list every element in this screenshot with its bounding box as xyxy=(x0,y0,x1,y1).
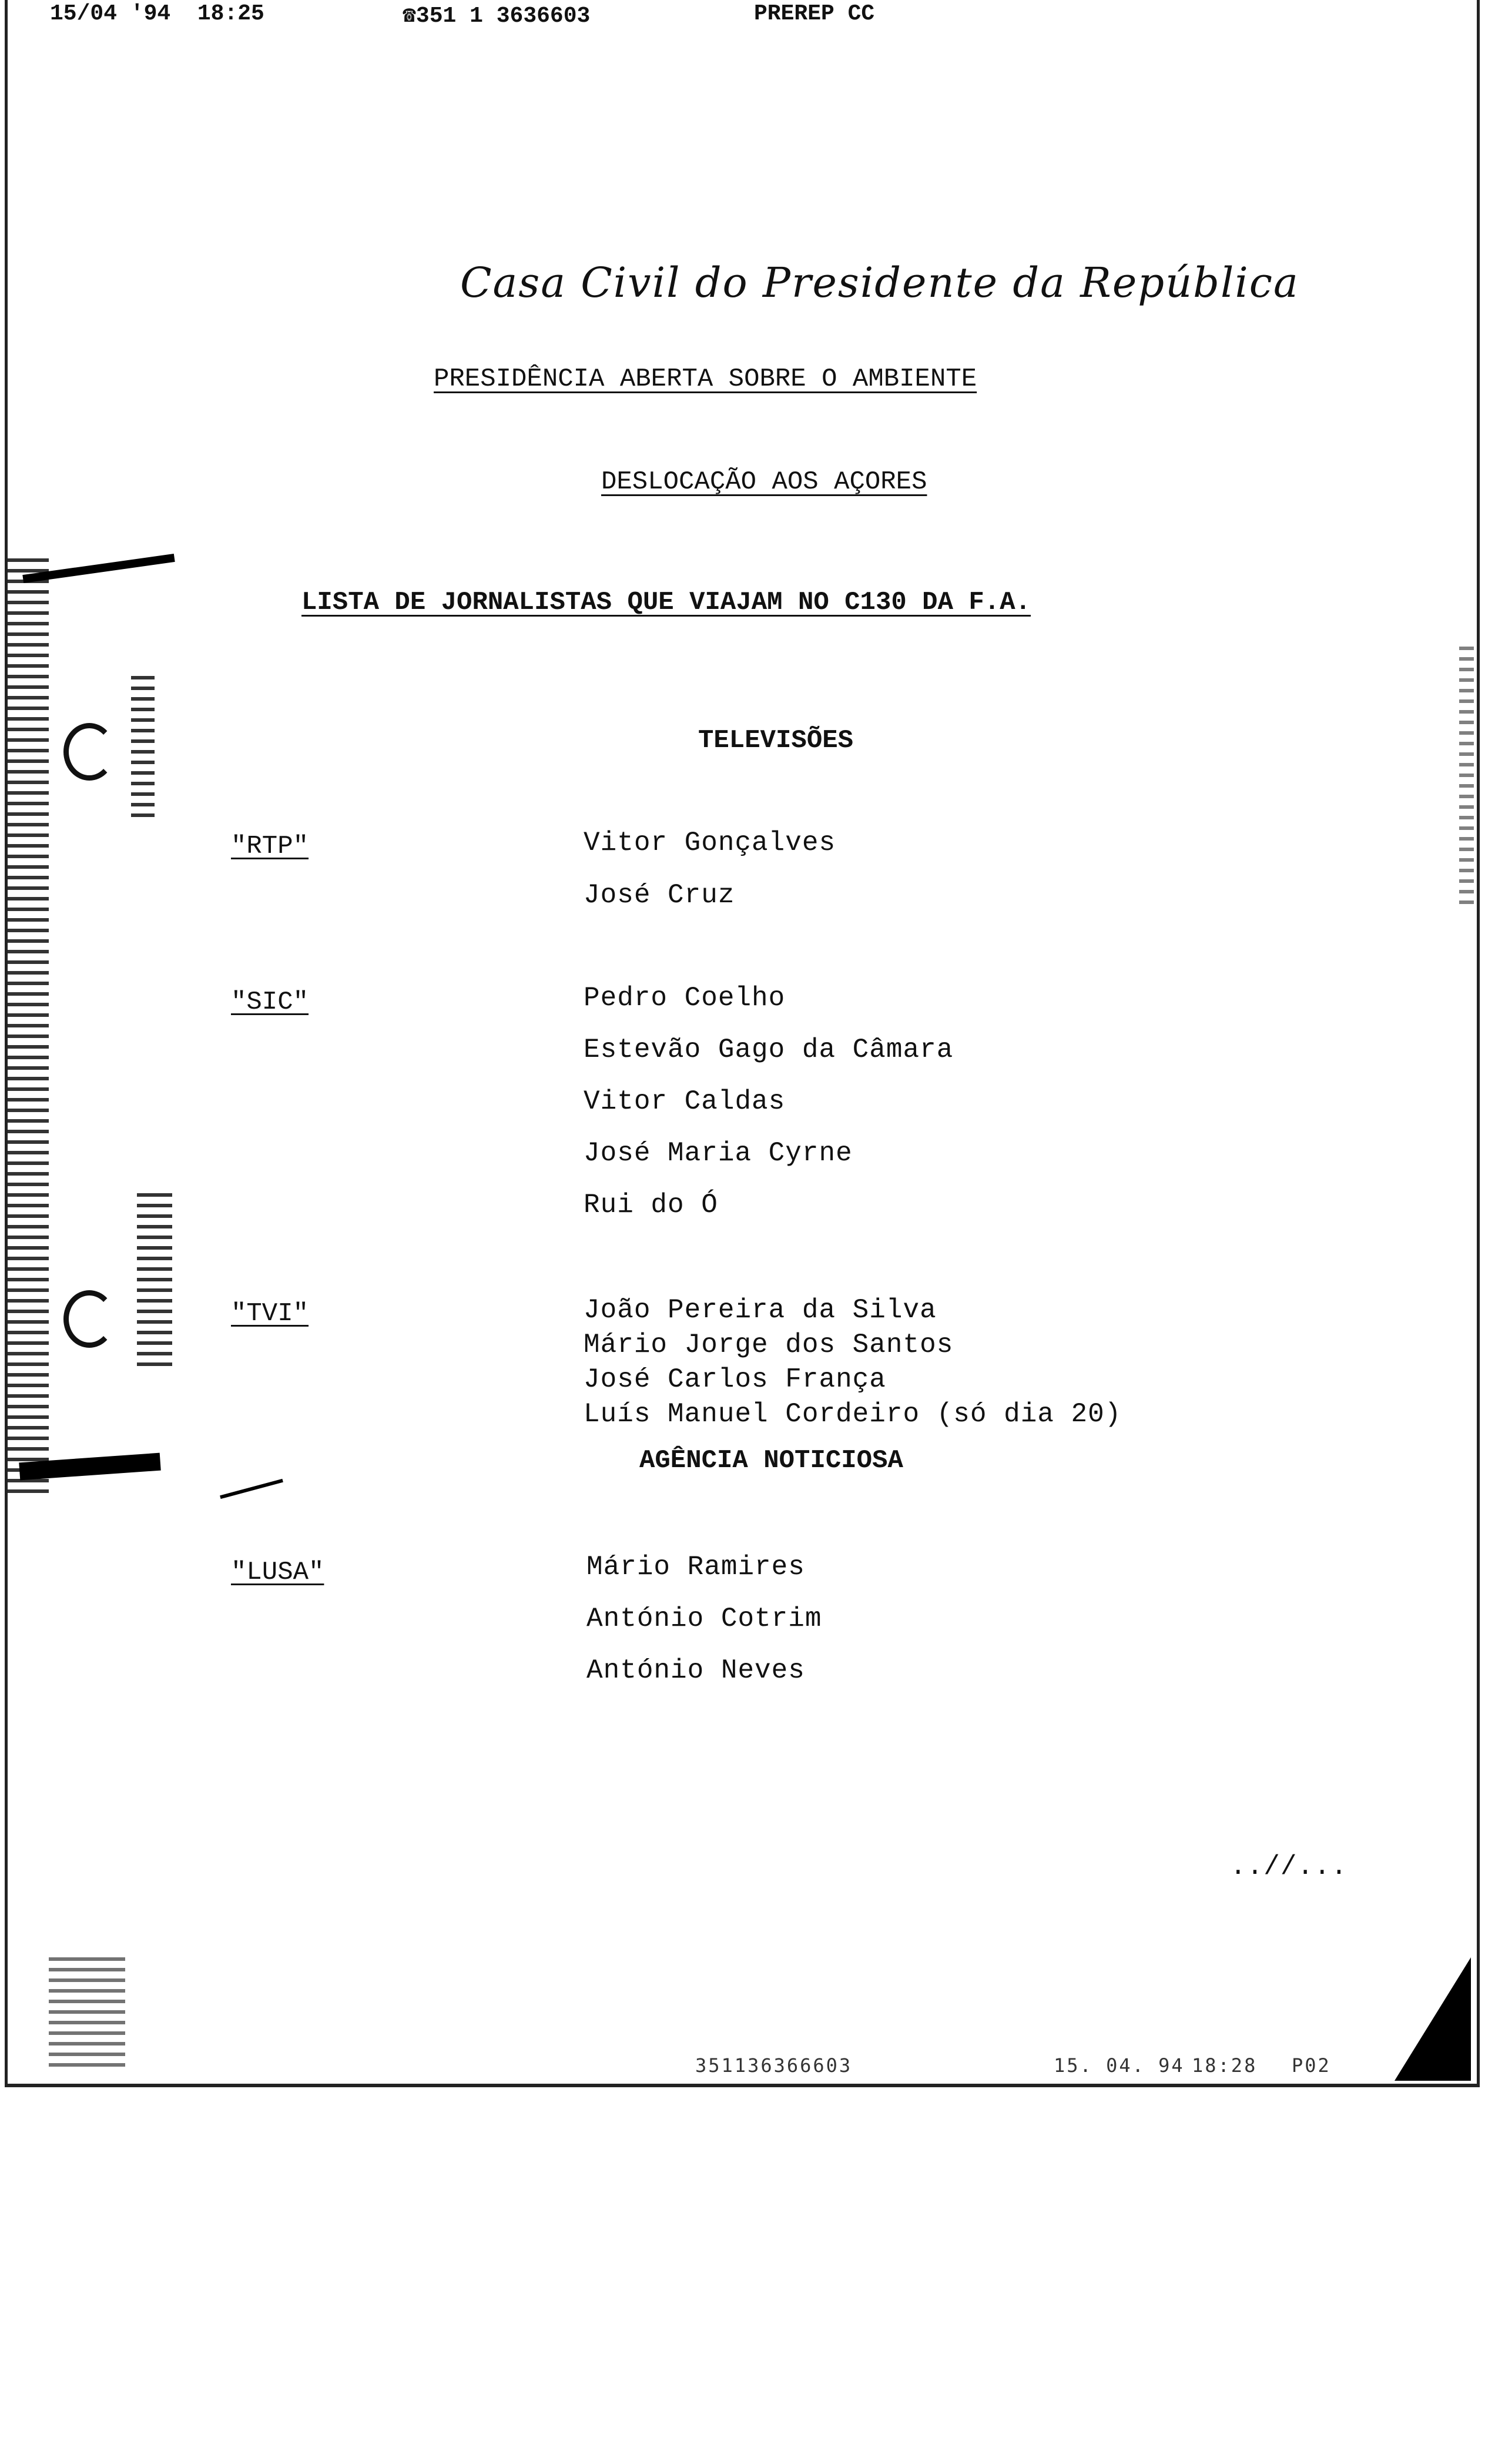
journalist-name: Vitor Caldas xyxy=(584,1086,786,1117)
journalist-name: António Neves xyxy=(586,1655,805,1686)
fax-header-sender: PREREP CC xyxy=(754,1,875,26)
letterhead: Casa Civil do Presidente da República xyxy=(460,259,1299,307)
scan-noise-left xyxy=(8,558,49,1499)
binder-hole-mark xyxy=(63,723,115,781)
journalist-name: José Carlos França xyxy=(584,1364,886,1395)
journalist-name: José Cruz xyxy=(584,880,735,910)
fax-footer-date: 15. 04. 94 xyxy=(1054,2054,1185,2077)
journalist-name: Estevão Gago da Câmara xyxy=(584,1035,954,1065)
document-title: PRESIDÊNCIA ABERTA SOBRE O AMBIENTE xyxy=(434,364,977,394)
section-heading-agencia: AGÊNCIA NOTICIOSA xyxy=(639,1446,903,1475)
scan-noise xyxy=(137,1193,172,1370)
telephone-icon: ☎ xyxy=(403,4,416,29)
scan-noise xyxy=(49,1957,125,2069)
document-subtitle: DESLOCAÇÃO AOS AÇORES xyxy=(601,467,927,497)
scan-noise xyxy=(131,676,155,823)
binder-hole-mark xyxy=(63,1290,115,1348)
journalist-name: João Pereira da Silva xyxy=(584,1295,937,1325)
journalist-name: Pedro Coelho xyxy=(584,983,786,1013)
fax-footer-time: 18:28 xyxy=(1192,2054,1258,2077)
journalist-name: Vitor Gonçalves xyxy=(584,828,836,858)
outlet-label-lusa: "LUSA" xyxy=(231,1558,324,1587)
section-heading-televisoes: TELEVISÕES xyxy=(698,726,854,755)
outlet-label-tvi: "TVI" xyxy=(231,1299,309,1328)
fax-header-phone: ☎351 1 3636603 xyxy=(403,4,591,29)
continuation-mark: ..//... xyxy=(1230,1852,1348,1882)
fax-header-datetime: 15/04 '94 18:25 xyxy=(50,1,264,26)
document-page xyxy=(5,0,1480,2087)
journalist-name: António Cotrim xyxy=(586,1603,822,1634)
scan-noise-right xyxy=(1459,647,1474,911)
scan-corner-shadow xyxy=(1395,1957,1471,2081)
journalist-name: Luís Manuel Cordeiro (só dia 20) xyxy=(584,1399,1122,1429)
journalist-name: Mário Ramires xyxy=(586,1552,805,1582)
outlet-label-sic: "SIC" xyxy=(231,987,309,1017)
journalist-name: Mário Jorge dos Santos xyxy=(584,1330,954,1360)
outlet-label-rtp: "RTP" xyxy=(231,832,309,861)
journalist-name: Rui do Ó xyxy=(584,1190,718,1220)
journalist-name: José Maria Cyrne xyxy=(584,1138,853,1169)
fax-footer-number: 351136366603 xyxy=(695,2054,853,2077)
scan-streak xyxy=(220,1479,283,1499)
fax-footer-page: P02 xyxy=(1292,2054,1331,2077)
list-heading: LISTA DE JORNALISTAS QUE VIAJAM NO C130 DA F.A. xyxy=(301,588,1031,617)
